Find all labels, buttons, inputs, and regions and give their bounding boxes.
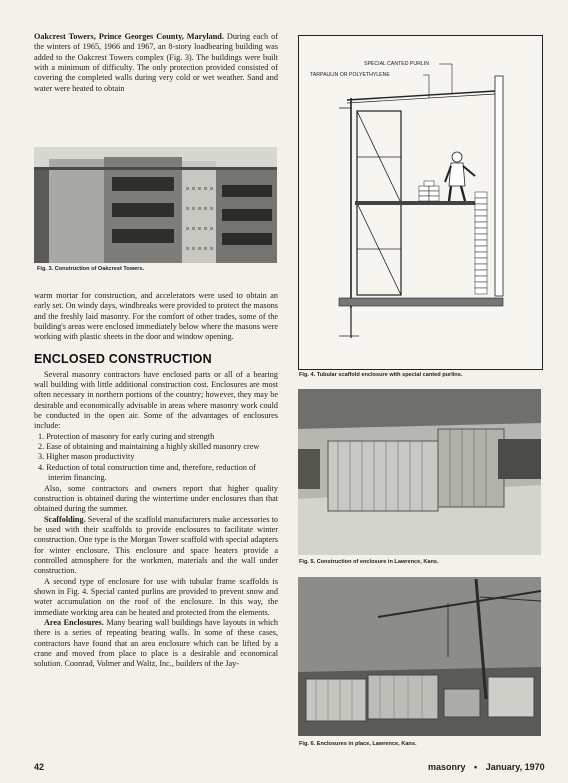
mason-figure: [445, 152, 475, 201]
fig6-photo: [298, 577, 541, 736]
list-item: 3. Higher mason productivity: [38, 452, 135, 462]
scaffolding-runin: Scaffolding.: [44, 514, 86, 524]
fig5-photo: [298, 389, 541, 555]
section-paragraph-1: Several masonry contractors have enclosed parts or all of a bearing wall building with little additional construction cost. Enclosures are most often necessary in northern portions of the country; however, they may be desirable and economically advisable in areas where masonry work could be conducted in the open air. Some of the advantages of enclosures include:: [34, 369, 278, 431]
footer-masthead: [428, 762, 545, 772]
intro-runin: Oakcrest Towers, Prince Georges County, Maryland.: [34, 32, 224, 41]
page-number: 42: [34, 762, 45, 772]
label-tarp: TARPAULIN OR POLYETHYLENE: [310, 72, 390, 78]
fig5-caption: Fig. 5. Construction of enclosure in Lawrence, Kans.: [299, 559, 439, 565]
scaffolding-paragraph: Scaffolding. Several of the scaffold manufacturers make accessories to be used with their scaffolds to provide enclosures to facilitate winter construction. One type is the Morgan Tower scaffold with special adapters for winter enclosure. This enclosure and space heaters provide a controlled atmosphere for the workmen, materials and the wall under construction.: [34, 514, 279, 576]
advantages-list: [34, 432, 278, 484]
oakcrest-building-image: [34, 147, 277, 263]
intro-paragraph: [34, 32, 278, 94]
scaffold-diagram: [299, 36, 542, 369]
footer-bullet: •: [474, 762, 478, 772]
label-purlin: SPECIAL CANTED PURLIN: [364, 61, 429, 67]
intro-continuation: warm mortar for construction, and accelerators were used to obtain an early set. On windy days, windbreaks were provided to protect the masons and the freshly laid masonry. For the comfort of other trades, some of the building's areas were enclosed immediately below where the masons were working with plastic sheets in the door and window opening.: [34, 291, 278, 342]
area-enclosures-paragraph: Area Enclosures. Many bearing wall buildings have layouts in which there is a series of repeating bearing walls. In some of these cases, contractors have found that an area enclosure which can be lifted by a crane and moved from place to place is a desirable and economical solution. Coonrad, Volmer and Waltz, Inc., builders of the Jay-: [34, 617, 278, 669]
section-heading: ENCLOSED CONSTRUCTION: [34, 351, 212, 366]
list-item: 2. Ease of obtaining and maintaining a highly skilled masonry crew: [38, 442, 260, 452]
issue-date: January, 1970: [485, 762, 545, 772]
left-column-body: [34, 291, 278, 670]
area-runin: Area Enclosures.: [44, 617, 104, 627]
fig3-caption: Fig. 3. Construction of Oakcrest Towers.: [37, 266, 145, 272]
fig4-diagram-box: [298, 35, 543, 370]
enclosures-in-place-image: [298, 577, 541, 736]
section-paragraph-3: A second type of enclosure for use with tubular frame scaffolds is shown in Fig. 4. Special canted purlins are provided to prevent snow and water accumulation on the roof of the enclosure. In this way, the immediate working area can be heated and protected from the elements.: [34, 576, 278, 617]
fig6-caption: Fig. 6. Enclosures in place, Lawrence, Kans.: [299, 741, 417, 747]
section-paragraph-2: Also, some contractors and owners report that higher quality construction is obtained during the wintertime under enclosures than that obtained during the summer.: [34, 483, 278, 514]
fig3-photo: [34, 147, 277, 263]
list-item: 1. Protection of masonry for early curing and strength: [38, 431, 215, 441]
enclosure-construction-image: [298, 389, 541, 555]
fig4-caption: Fig. 4. Tubular scaffold enclosure with special canted purlins.: [299, 372, 463, 378]
intro-text: During each of the winters of 1965, 1966 and 1967, an 8-story loadbearing building was added to the Oakcrest Towers complex (Fig. 3). The buildings were built with a minimum of difficulty. The only protection provided consisted of covering the completed walls during very cold or wet weather. Sand and water were heated to obtain: [34, 32, 278, 93]
magazine-name: masonry: [428, 762, 466, 772]
list-item: 4. Reduction of total construction time and, therefore, reduction of interim financing.: [38, 462, 256, 483]
